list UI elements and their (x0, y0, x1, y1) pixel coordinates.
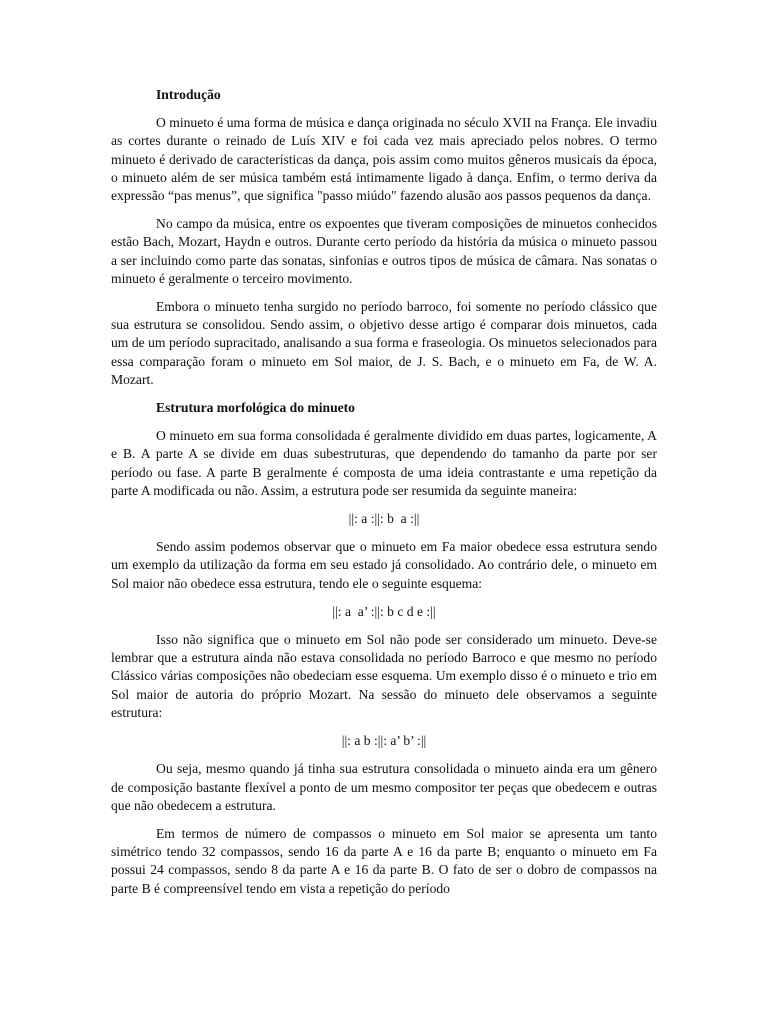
paragraph-8: Em termos de número de compassos o minueto em Sol maior se apresenta um tanto simétrico tendo 32 compassos, sendo 16 da parte A e 16 da parte B; enquanto o minueto em Fa possui 24 compassos, sendo 8 da parte A e 16 da parte B. O fato de ser o dobro de compassos na parte B é compreensível tendo em vista a repetição do período (111, 825, 657, 896)
section-heading-structure: Estrutura morfológica do minueto (156, 400, 355, 416)
paragraph-3: Embora o minueto tenha surgido no período barroco, foi somente no período clássico que sua estrutura se consolidou. Sendo assim, o objetivo desse artigo é comparar dois minuetos, cada um de um período supracitado, analisando a sua forma e fraseologia. Os minuetos selecionados para essa comparação foram o minueto em Sol maior, de J. S. Bach, e o minueto em Fa, de W. A. Mozart. (111, 299, 657, 387)
structure-formula-1: ||: a :||: b a :|| (348, 511, 420, 527)
structure-formula-3: ||: a b :||: a’ b’ :|| (341, 733, 427, 749)
paragraph-4: O minueto em sua forma consolidada é geralmente dividido em duas partes, logicamente, A e B. A parte A se divide em duas subestruturas, que dependendo do tamanho da parte por ser período ou fase. A parte B geralmente é composta de uma ideia contrastante e uma repetição da parte A modificada ou não. Assim, a estrutura pode ser resumida da seguinte maneira: (111, 428, 657, 498)
paragraph-7: Ou seja, mesmo quando já tinha sua estrutura consolidada o minueto ainda era um gênero de composição bastante flexível a ponto de um mesmo compositor ter peças que obedecem e outras que não obedecem a estrutura. (111, 761, 657, 813)
document-page (111, 86, 657, 908)
paragraph-6: Isso não significa que o minueto em Sol não pode ser considerado um minueto. Deve-se lembrar que a estrutura ainda não estava consolidada no período Barroco e que mesmo no período Clássico várias composições não obedeciam esse esquema. Um exemplo disso é o minueto e trio em Sol maior de autoria do próprio Mozart. Na sessão do minueto dele observamos a seguinte estrutura: (111, 632, 657, 720)
structure-formula-2: ||: a a’ :||: b c d e :|| (332, 603, 436, 619)
paragraph-1: O minueto é uma forma de música e dança originada no século XVII na França. Ele invadiu as cortes durante o reinado de Luís XIV e foi cada vez mais apreciado pelos nobres. O termo minueto é derivado de características da dança, pois assim como muitos gêneros musicais da época, o minueto além de ser música também está intimamente ligado à dança. Enfim, o termo deriva da expressão “pas menus”, que significa "passo miúdo" fazendo alusão aos passos pequenos da dança. (111, 115, 657, 204)
paragraph-5: Sendo assim podemos observar que o minueto em Fa maior obedece essa estrutura sendo um exemplo da utilização da forma em seu estado já consolidado. Ao contrário dele, o minueto em Sol maior não obedece essa estrutura, tendo ele o seguinte esquema: (111, 539, 657, 591)
section-heading-introduction: Introdução (156, 87, 221, 102)
paragraph-2: No campo da música, entre os expoentes que tiveram composições de minuetos conhecidos estão Bach, Mozart, Haydn e outros. Durante certo período da história da música o minueto passou a ser incluindo como parte das sonatas, sinfonias e outros tipos de música de câmara. Nas sonatas o minueto é geralmente o terceiro movimento. (111, 216, 657, 286)
